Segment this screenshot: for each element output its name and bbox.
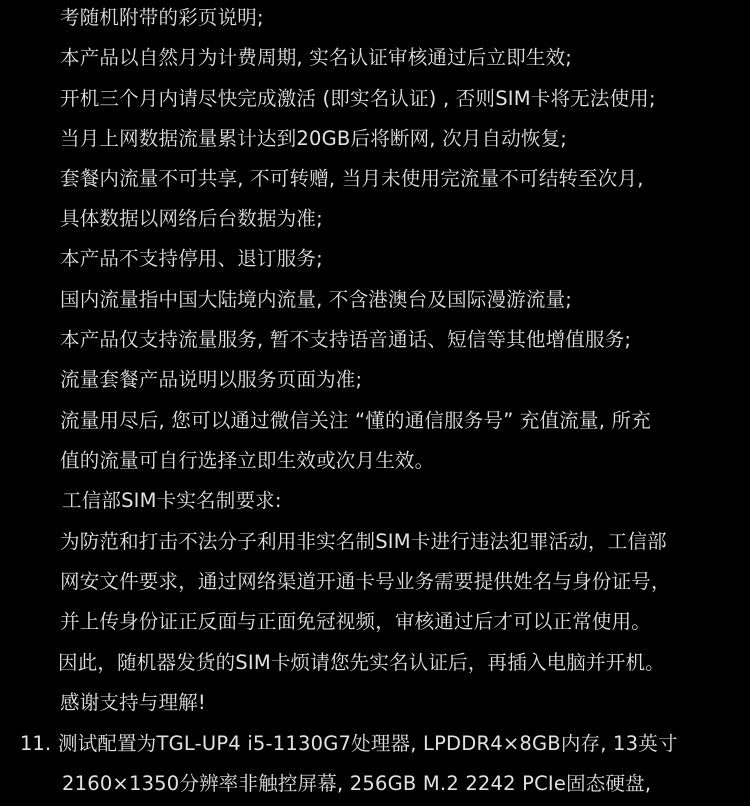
- text-line-8: 国内流量指中国大陆境内流量, 不含港澳台及国际漫游流量;: [60, 288, 573, 311]
- text-line-4: 当月上网数据流量累计达到20GB后将断网, 次月自动恢复;: [60, 127, 568, 150]
- text-line-7: 本产品不支持停用、退订服务;: [60, 247, 323, 270]
- text-line-1: 考随机附带的彩页说明;: [60, 6, 264, 29]
- text-line-5: 套餐内流量不可共享, 不可转赠, 当月未使用完流量不可结转至次月,: [60, 167, 644, 190]
- text-line-17: 因此，随机器发货的SIM卡烦请您先实名认证后，再插入电脑并开机。: [58, 651, 665, 674]
- text-line-6: 具体数据以网络后台数据为准;: [60, 207, 323, 230]
- text-line-10: 流量套餐产品说明以服务页面为准;: [60, 368, 363, 391]
- text-line-14: 为防范和打击不法分子利用非实名制SIM卡进行违法犯罪活动，工信部: [60, 530, 667, 553]
- text-line-12: 值的流量可自行选择立即生效或次月生效。: [60, 449, 435, 472]
- text-line-2: 本产品以自然月为计费周期, 实名认证审核通过后立即生效;: [60, 46, 573, 69]
- text-line-11: 流量用尽后, 您可以通过微信关注 “懂的通信服务号” 充值流量, 所充: [60, 409, 651, 432]
- text-line-9: 本产品仅支持流量服务, 暂不支持语音通话、短信等其他增值服务;: [60, 328, 632, 351]
- text-line-3: 开机三个月内请尽快完成激活 (即实名认证) , 否则SIM卡将无法使用;: [60, 87, 656, 110]
- text-line-18: 感谢支持与理解!: [60, 691, 206, 714]
- list-item-number: 11.: [20, 732, 52, 755]
- text-line-19: 测试配置为TGL-UP4 i5-1130G7处理器, LPDDR4×8GB内存, 13英寸: [58, 732, 678, 755]
- text-line-15: 网安文件要求，通过网络渠道开通卡号业务需要提供姓名与身份证号，: [60, 570, 671, 593]
- section-heading: 工信部SIM卡实名制要求:: [62, 489, 282, 512]
- text-line-16: 并上传身份证正反面与正面免冠视频，审核通过后才可以正常使用。: [60, 610, 652, 633]
- text-line-20: 2160×1350分辨率非触控屏幕, 256GB M.2 2242 PCIe固态硬盘,: [62, 772, 652, 795]
